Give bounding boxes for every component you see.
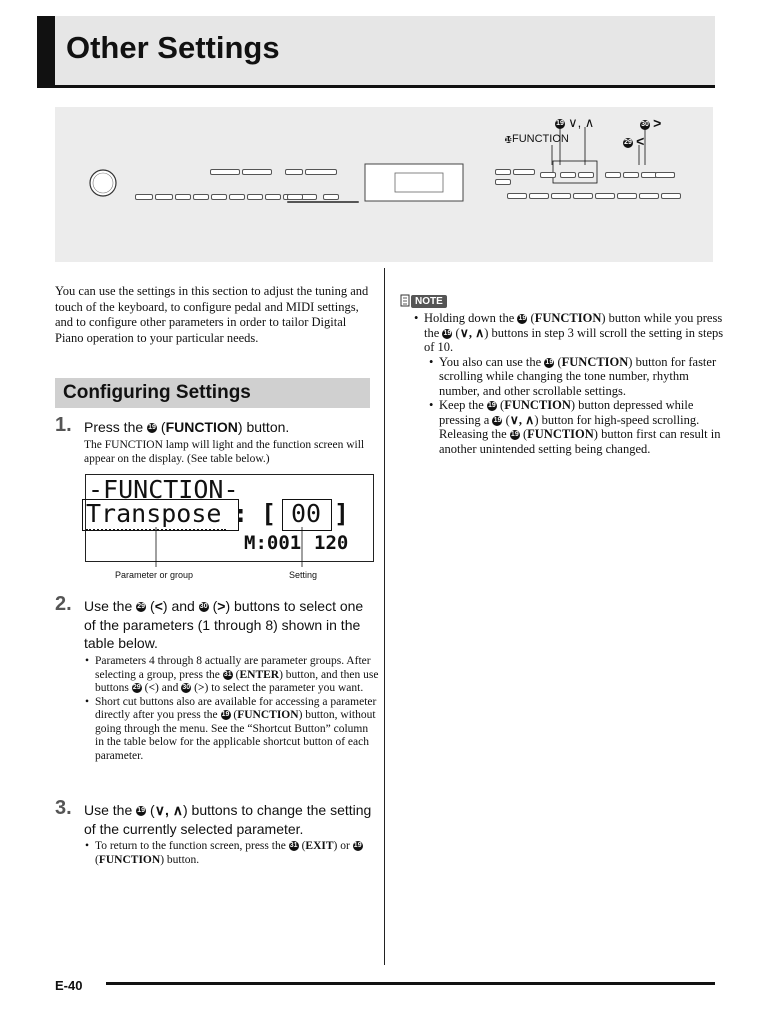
step-1-text-a: Press the <box>84 419 148 435</box>
note-sub-bullet-1 <box>439 355 724 399</box>
panel-button <box>495 169 511 175</box>
text-fragment: ) buttons in step 3 will scroll the setting in steps of 10. <box>424 325 724 354</box>
text-fragment: ) button for high-speed scrolling. Releasing the <box>439 412 700 441</box>
text-fragment: ) button first can result in another unintended setting being changed. <box>439 427 721 456</box>
lcd-param: Transpose <box>86 499 222 528</box>
control-panel-illustration <box>55 107 713 262</box>
panel-button <box>661 193 681 199</box>
right-arrow-glyph: > <box>197 682 205 694</box>
text-fragment: ) button, and then use buttons <box>95 668 379 694</box>
button-number-badge: 19 <box>148 424 156 432</box>
text-fragment: To return to the function screen, press the <box>95 840 289 852</box>
lcd-line1: -FUNCTION- <box>88 475 239 504</box>
panel-button <box>578 172 594 178</box>
updown-arrows-glyph: ∨, ∧ <box>509 412 535 427</box>
button-number-badge: 19 <box>545 358 554 366</box>
caption-parameter: Parameter or group <box>115 570 194 580</box>
panel-button <box>193 194 209 200</box>
button-number-badge: 19 <box>556 120 564 128</box>
note-bullets <box>413 311 724 456</box>
step-3-bullets <box>84 840 379 867</box>
caption-setting: Setting <box>289 570 318 580</box>
panel-button <box>323 194 339 200</box>
lcd-tempo: 120 <box>314 532 349 554</box>
text-fragment: You also can use the <box>439 354 545 369</box>
text-fragment: ( <box>95 853 99 866</box>
button-number-badge: 29 <box>132 684 141 692</box>
panel-button <box>617 193 637 199</box>
text-fragment: ) button for faster scrolling while changing the tone number, rhythm number, and other scrollable settings. <box>439 354 717 398</box>
panel-button <box>507 193 527 199</box>
note-sub-bullet-2 <box>439 398 724 456</box>
header-accent-bar <box>37 16 55 87</box>
button-number-badge: 30 <box>199 603 208 611</box>
text-fragment: ) buttons to change the setting of the currently selected parameter. <box>84 802 372 837</box>
exit-button-name: EXIT <box>305 840 334 852</box>
button-number-badge: 19 <box>221 711 230 719</box>
step-1-number: 1. <box>55 414 72 436</box>
step-3-number: 3. <box>55 797 72 819</box>
lcd-colon: : <box>233 499 249 528</box>
text-fragment: ) or <box>333 840 353 852</box>
note-badge <box>400 291 447 307</box>
note-sub-bullets <box>424 355 724 457</box>
text-fragment: ( <box>519 427 528 441</box>
panel-button <box>229 194 245 200</box>
step-1-detail: The FUNCTION lamp will light and the function screen will appear on the display. (See table below.) <box>84 439 365 465</box>
function-button-name: FUNCTION <box>165 419 238 435</box>
next-glyph: > <box>653 115 662 131</box>
column-divider <box>384 268 385 965</box>
text-fragment: ( <box>496 398 505 412</box>
text-fragment: ( <box>298 840 306 852</box>
step-3-bullet-1 <box>95 840 379 867</box>
lcd-callout-lines <box>140 527 320 571</box>
panel-button <box>210 169 240 175</box>
callout-lines <box>55 107 713 262</box>
button-number-badge: 30 <box>182 684 191 692</box>
text-fragment: ( <box>141 682 149 694</box>
note-label: NOTE <box>411 295 447 308</box>
button-number-badge: 19 <box>443 329 452 337</box>
text-fragment: ( <box>146 802 155 818</box>
panel-button <box>595 193 615 199</box>
text-fragment: ( <box>146 598 155 614</box>
lcd-bracket-open: [ <box>261 499 277 528</box>
lcd-bracket-close: ] <box>334 499 350 528</box>
step-2-bullet-2 <box>95 696 379 764</box>
text-fragment: ( <box>452 325 460 340</box>
button-number-badge: 29 <box>137 603 146 611</box>
text-fragment: ) and <box>155 682 182 694</box>
text-fragment: ) button depressed while pressing a <box>439 398 694 427</box>
step-1-text-c: ) button. <box>237 419 290 435</box>
text-fragment: Parameters 4 through 8 actually are parameter groups. After selecting a group, press the <box>95 655 371 681</box>
function-button-name: FUNCTION <box>527 427 594 441</box>
function-button-name: FUNCTION <box>237 709 299 721</box>
button-number-badge: 19 <box>493 416 502 424</box>
enter-button-name: ENTER <box>239 668 280 681</box>
text-fragment: ( <box>554 354 562 369</box>
button-number-badge: 19 <box>518 315 527 323</box>
text-fragment: ( <box>230 709 238 721</box>
text-fragment: Use the <box>84 598 137 614</box>
step-2-number: 2. <box>55 593 72 615</box>
section-title: Configuring Settings <box>63 382 251 403</box>
panel-button <box>540 172 556 178</box>
updown-arrows-glyph: ∨, ∧ <box>459 325 485 340</box>
button-number-badge: 19 <box>488 402 496 410</box>
page-number: E-40 <box>55 978 83 993</box>
panel-button <box>495 179 511 185</box>
panel-button <box>560 172 576 178</box>
button-number-badge: 30 <box>641 121 649 129</box>
panel-button <box>305 169 337 175</box>
text-fragment: ( <box>191 682 198 694</box>
panel-button <box>135 194 153 200</box>
button-number-badge: 19 <box>510 431 519 439</box>
step-2-text <box>84 597 374 653</box>
page-title: Other Settings <box>66 30 280 65</box>
text-fragment: ) button, without going through the menu. See the “Shortcut Button” column in the table below for the applicable shortcut button of each parameter. <box>95 709 376 762</box>
button-number-badge: 31 <box>289 842 298 850</box>
text-fragment: ( <box>527 311 535 325</box>
panel-button <box>211 194 227 200</box>
text-fragment: ) to select the parameter you want. <box>204 682 364 694</box>
panel-button <box>605 172 621 178</box>
panel-button <box>301 194 317 200</box>
function-button-name: FUNCTION <box>534 311 602 325</box>
lcd-measure: M:001 <box>244 532 302 554</box>
header-rule <box>37 85 715 88</box>
panel-button <box>285 169 303 175</box>
lcd-value: 00 <box>291 499 322 528</box>
prev-glyph: < <box>636 133 645 149</box>
text-fragment: ) buttons to select one of the parameters (1 through 8) shown in the table below. <box>84 598 364 651</box>
function-button-name: FUNCTION <box>98 853 161 866</box>
panel-button <box>287 194 303 200</box>
text-fragment: ) button. <box>160 853 200 866</box>
button-number-badge: 19 <box>137 807 146 815</box>
step-3-text <box>84 801 374 838</box>
step-2-bullets <box>84 655 379 763</box>
panel-button <box>655 172 675 178</box>
note-icon <box>400 293 411 308</box>
panel-button <box>155 194 173 200</box>
panel-button <box>175 194 191 200</box>
step-1-text <box>84 418 374 437</box>
intro-paragraph: You can use the settings in this section to adjust the tuning and touch of the keyboard, to configure pedal and MIDI settings, and to configure other parameters in order to tailor Digital Piano operation to your particular needs. <box>55 284 369 345</box>
step-2-bullet-1 <box>95 655 379 696</box>
panel-button <box>573 193 593 199</box>
right-arrow-glyph: > <box>217 598 226 614</box>
text-fragment: ( <box>208 598 218 614</box>
text-fragment: Keep the <box>439 398 487 412</box>
footer-rule <box>106 982 715 985</box>
panel-button <box>513 169 535 175</box>
step-1-text-b: ( <box>157 419 166 435</box>
button-number-badge: 29 <box>624 139 632 147</box>
text-fragment: ) and <box>162 598 199 614</box>
function-button-name: FUNCTION <box>504 398 571 412</box>
function-button-name: FUNCTION <box>561 354 629 369</box>
panel-button <box>551 193 571 199</box>
left-arrow-glyph: < <box>148 682 156 694</box>
button-number-badge: 19 <box>353 842 362 850</box>
panel-button <box>242 169 272 175</box>
button-number-badge: 19 <box>505 136 513 144</box>
note-bullet-1 <box>424 311 724 456</box>
panel-button <box>529 193 549 199</box>
text-fragment: ( <box>232 668 240 681</box>
panel-button <box>247 194 263 200</box>
updown-glyphs: ∨, ∧ <box>568 115 595 130</box>
updown-arrows-glyph: ∨, ∧ <box>154 802 183 818</box>
panel-button <box>623 172 639 178</box>
text-fragment: Use the <box>84 802 137 818</box>
text-fragment: ) button while you press the <box>424 311 723 340</box>
panel-button <box>639 193 659 199</box>
panel-line <box>287 201 359 203</box>
function-label: FUNCTION <box>512 133 569 145</box>
text-fragment: Holding down the <box>424 311 518 325</box>
left-arrow-glyph: < <box>154 598 163 614</box>
panel-spacer <box>135 187 167 189</box>
text-fragment: ( <box>502 412 510 427</box>
button-number-badge: 31 <box>223 670 232 678</box>
text-fragment: Short cut buttons also are available for accessing a parameter directly after you press the <box>95 695 377 721</box>
panel-button <box>265 194 281 200</box>
